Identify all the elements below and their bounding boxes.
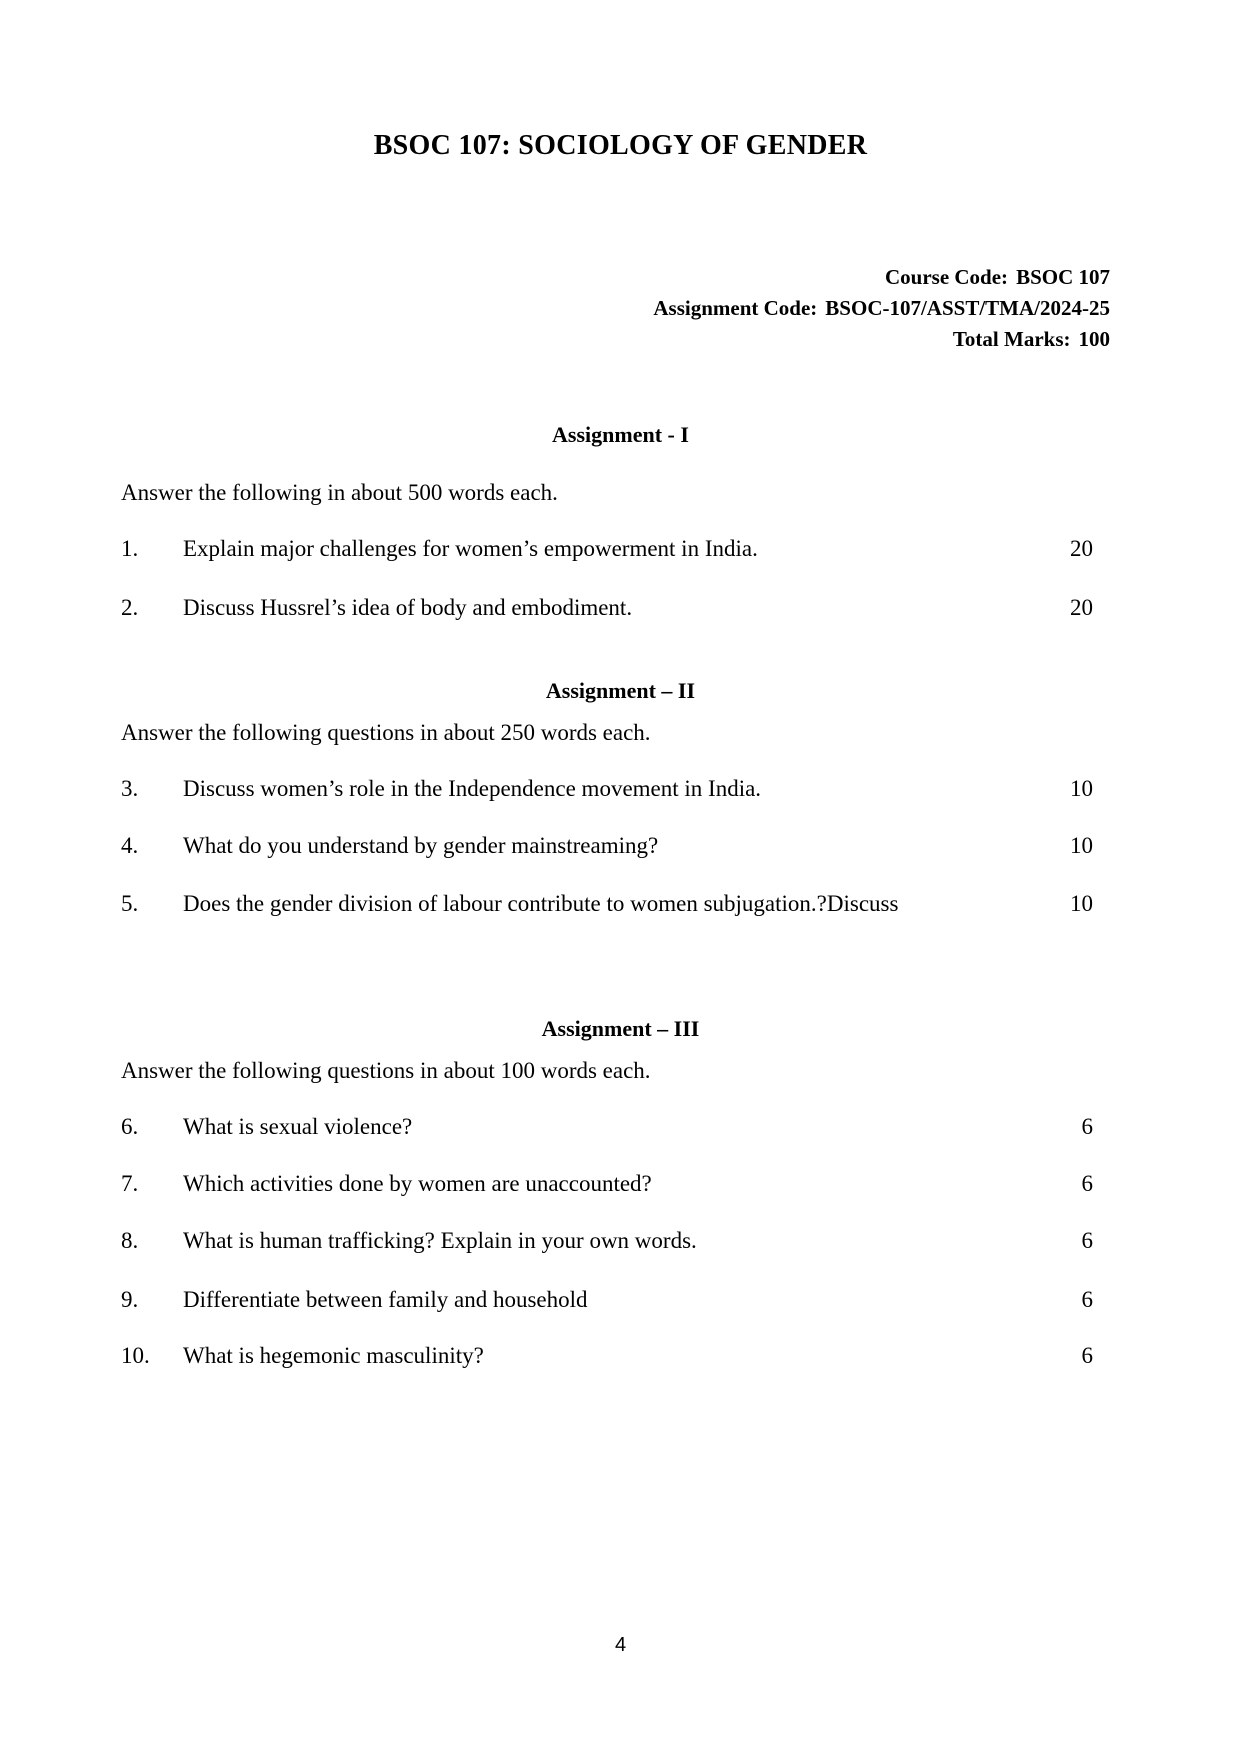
course-code-line — [0, 262, 1110, 293]
question-row — [121, 1113, 1128, 1141]
question-number: 2. — [121, 595, 139, 620]
question-marks: 6 — [1081, 1228, 1093, 1253]
question-number: 10. — [121, 1343, 150, 1368]
question-row — [121, 1342, 1128, 1370]
question-text: Does the gender division of labour contribute to women subjugation.?Discuss — [183, 891, 899, 916]
section-heading-assignment-2: Assignment – II — [545, 678, 696, 703]
question-text: What is sexual violence? — [183, 1114, 413, 1139]
assignment-code-label: Assignment Code: — [653, 296, 818, 320]
question-number: 7. — [121, 1171, 139, 1196]
question-number: 9. — [121, 1287, 139, 1312]
question-marks: 6 — [1081, 1114, 1093, 1139]
question-row — [121, 890, 1128, 918]
document-title: BSOC 107: SOCIOLOGY OF GENDER — [373, 130, 868, 161]
section-heading-assignment-1: Assignment - I — [552, 422, 689, 447]
page-number: 4 — [614, 1634, 627, 1656]
question-number: 1. — [121, 536, 139, 561]
total-marks-value: 100 — [1078, 327, 1110, 351]
question-number: 4. — [121, 833, 139, 858]
section-instruction: Answer the following questions in about 250 words each. — [121, 720, 651, 745]
course-code-label: Course Code: — [884, 265, 1009, 289]
question-number: 8. — [121, 1228, 139, 1253]
question-row — [121, 1227, 1128, 1255]
question-marks: 6 — [1081, 1287, 1093, 1312]
question-text: Discuss Hussrel’s idea of body and embodiment. — [183, 595, 633, 620]
assignment-code-value: BSOC-107/ASST/TMA/2024-25 — [825, 296, 1110, 320]
question-row — [121, 775, 1128, 803]
question-row — [121, 594, 1128, 622]
question-row — [121, 535, 1128, 563]
assignment-code-line — [0, 293, 1110, 324]
section-instruction: Answer the following in about 500 words each. — [121, 480, 558, 505]
question-row — [121, 832, 1128, 860]
question-marks: 6 — [1081, 1171, 1093, 1196]
section-heading-assignment-3: Assignment – III — [541, 1016, 700, 1041]
question-number: 6. — [121, 1114, 139, 1139]
question-number: 3. — [121, 776, 139, 801]
section-assignment-3 — [0, 1057, 1241, 1370]
question-text: What do you understand by gender mainstreaming? — [183, 833, 659, 858]
question-marks: 10 — [1070, 833, 1093, 858]
question-number: 5. — [121, 891, 139, 916]
question-marks: 10 — [1070, 891, 1093, 916]
question-text: Discuss women’s role in the Independence movement in India. — [183, 776, 762, 801]
question-row — [121, 1286, 1128, 1314]
question-text: What is human trafficking? Explain in your own words. — [183, 1228, 697, 1253]
question-text: Which activities done by women are unaccounted? — [183, 1171, 652, 1196]
question-marks: 20 — [1070, 595, 1093, 620]
question-text: Explain major challenges for women’s empowerment in India. — [183, 536, 758, 561]
section-instruction: Answer the following questions in about 100 words each. — [121, 1058, 651, 1083]
section-assignment-2 — [0, 719, 1241, 918]
section-assignment-1 — [0, 479, 1241, 622]
question-text: What is hegemonic masculinity? — [183, 1343, 484, 1368]
question-marks: 10 — [1070, 776, 1093, 801]
question-row — [121, 1170, 1128, 1198]
total-marks-label: Total Marks: — [952, 327, 1071, 351]
total-marks-line — [0, 324, 1110, 355]
course-info-block — [0, 262, 1241, 355]
question-marks: 6 — [1081, 1343, 1093, 1368]
course-code-value: BSOC 107 — [1016, 265, 1110, 289]
question-text: Differentiate between family and household — [183, 1287, 588, 1312]
question-marks: 20 — [1070, 536, 1093, 561]
